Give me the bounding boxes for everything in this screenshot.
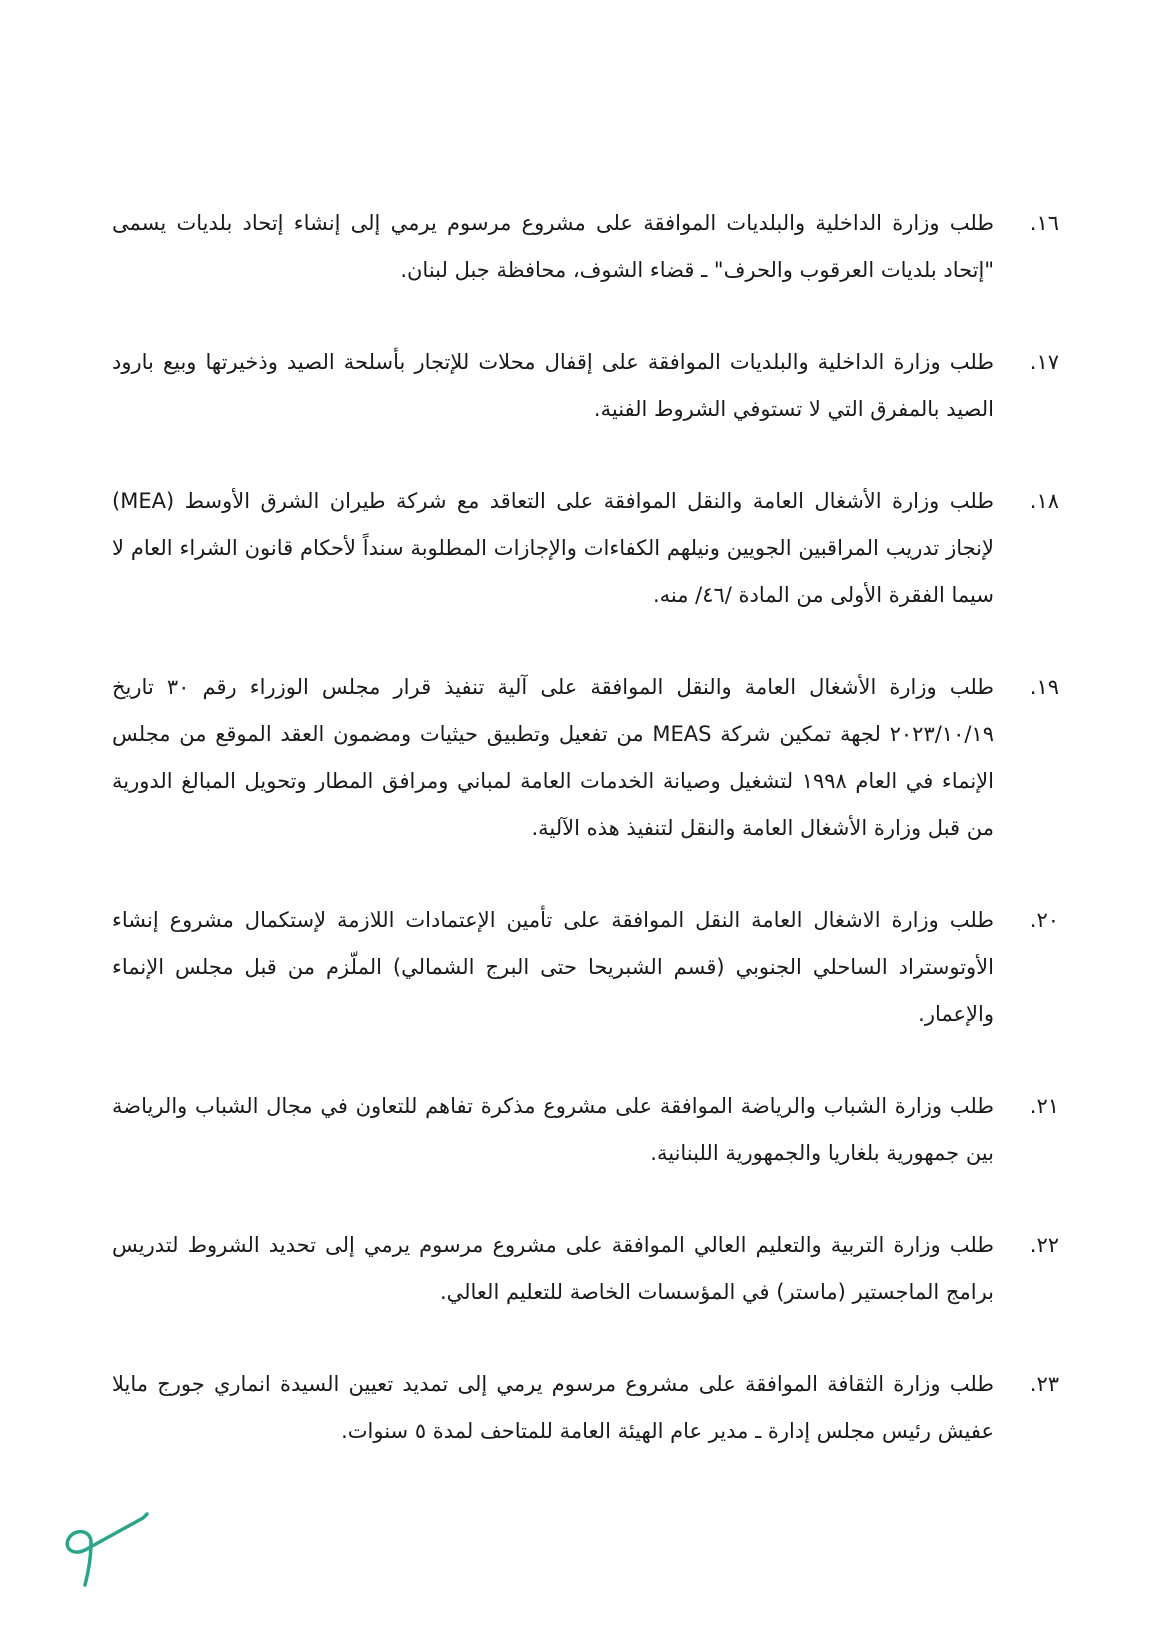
item-number: ٢٣.	[1029, 1372, 1059, 1396]
item-text: طلب وزارة الاشغال العامة النقل الموافقة على تأمين الإعتمادات اللازمة لإستكمال مشروع إنشاء الأوتوستراد الساحلي الجنوبي (قسم الشبريحا حتى البرج الشمالي) الملّزم من قبل مجلس الإنماء والإعمار.	[112, 908, 994, 1026]
agenda-item-20	[112, 897, 1059, 1038]
agenda-item-22	[112, 1222, 1059, 1316]
signature-stroke	[67, 1514, 147, 1585]
item-text: طلب وزارة الداخلية والبلديات الموافقة على مشروع مرسوم يرمي إلى إنشاء إتحاد بلديات يسمى "إتحاد بلديات العرقوب والحرف" ـ قضاء الشوف، محافظة جبل لبنان.	[112, 211, 994, 282]
agenda-item-23	[112, 1361, 1059, 1455]
item-text: طلب وزارة الأشغال العامة والنقل الموافقة على التعاقد مع شركة طيران الشرق الأوسط (MEA) لإنجاز تدريب المراقبين الجويين ونيلهم الكفاءات والإجازات المطلوبة سنداً لأحكام قانون الشراء العام لا سيما الفقرة الأولى من المادة /٤٦/ منه.	[112, 489, 994, 607]
item-number: ٢٢.	[1029, 1233, 1059, 1257]
item-number: ١٩.	[1029, 675, 1059, 699]
item-number: ٢١.	[1029, 1094, 1059, 1118]
agenda-item-19	[112, 664, 1059, 852]
item-number: ١٧.	[1029, 350, 1059, 374]
item-number: ١٦.	[1029, 211, 1059, 235]
agenda-item-16	[112, 200, 1059, 294]
item-number: ٢٠.	[1029, 908, 1059, 932]
item-text: طلب وزارة الثقافة الموافقة على مشروع مرسوم يرمي إلى تمديد تعيين السيدة انماري جورج مايلا عفيش رئيس مجلس إدارة ـ مدير عام الهيئة العامة للمتاحف لمدة ٥ سنوات.	[112, 1372, 994, 1443]
agenda-item-21	[112, 1083, 1059, 1177]
item-number: ١٨.	[1029, 489, 1059, 513]
item-text: طلب وزارة التربية والتعليم العالي الموافقة على مشروع مرسوم يرمي إلى تحديد الشروط لتدريس برامج الماجستير (ماستر) في المؤسسات الخاصة للتعليم العالي.	[112, 1233, 994, 1304]
item-text: طلب وزارة الشباب والرياضة الموافقة على مشروع مذكرة تفاهم للتعاون في مجال الشباب والرياضة بين جمهورية بلغاريا والجمهورية اللبنانية.	[112, 1094, 994, 1165]
signature-icon	[55, 1500, 155, 1590]
item-text: طلب وزارة الداخلية والبلديات الموافقة على إقفال محلات للإتجار بأسلحة الصيد وذخيرتها وبيع بارود الصيد بالمفرق التي لا تستوفي الشروط الفنية.	[112, 350, 994, 421]
agenda-item-17	[112, 339, 1059, 433]
agenda-list	[112, 200, 1059, 1455]
agenda-item-18	[112, 478, 1059, 619]
item-text: طلب وزارة الأشغال العامة والنقل الموافقة على آلية تنفيذ قرار مجلس الوزراء رقم ٣٠ تاريخ ٢٠٢٣/١٠/١٩ لجهة تمكين شركة MEAS من تفعيل وتطبيق حيثيات ومضمون العقد الموقع من مجلس الإنماء في العام ١٩٩٨ لتشغيل وصيانة الخدمات العامة لمباني ومرافق المطار وتحويل المبالغ الدورية من قبل وزارة الأشغال العامة والنقل لتنفيذ هذه الآلية.	[112, 675, 995, 840]
